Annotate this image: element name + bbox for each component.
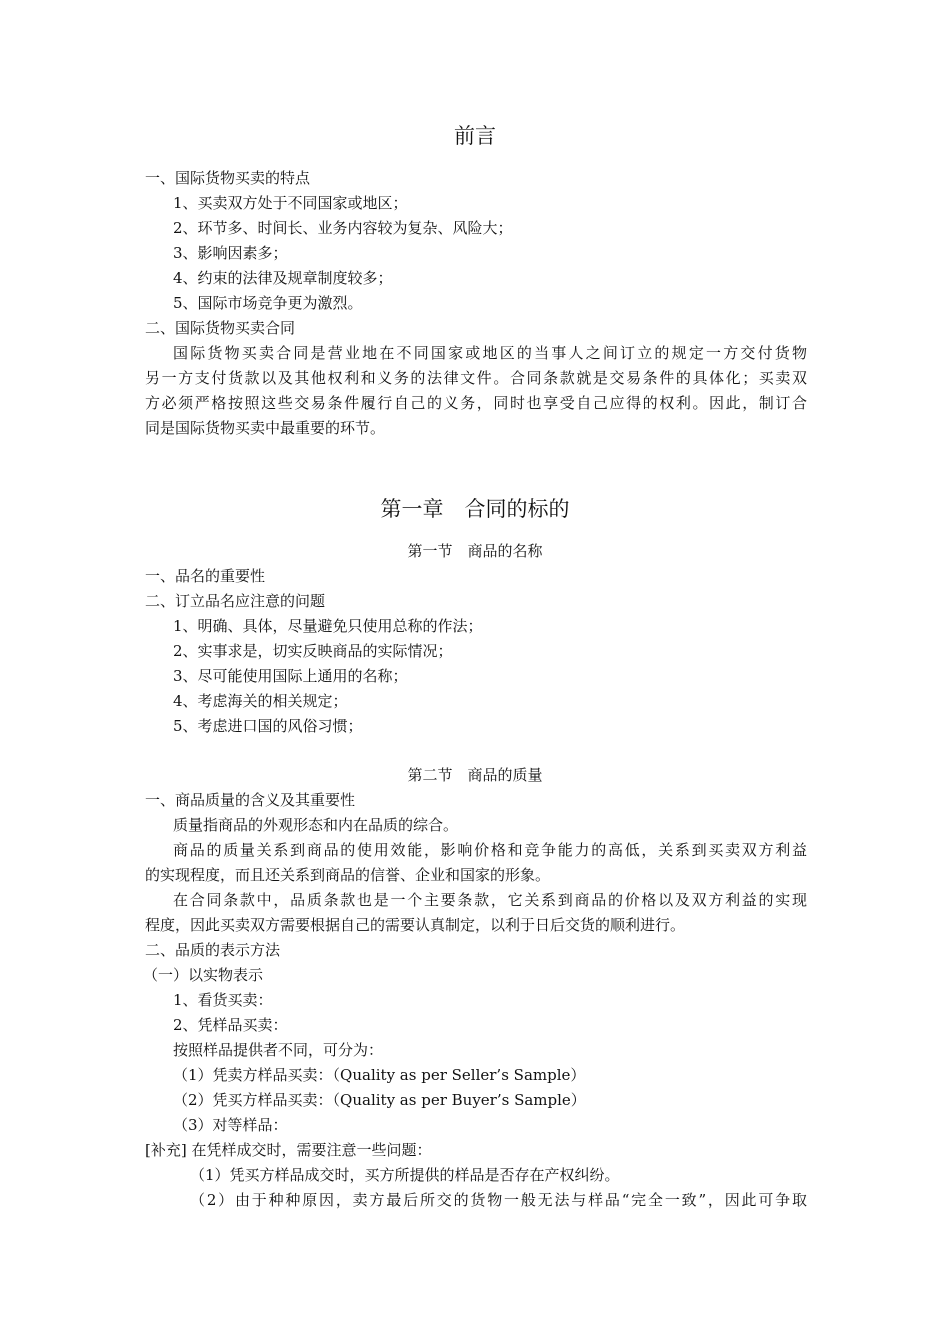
paragraph-line: 方必须严格按照这些交易条件履行自己的义务，同时也享受自己应得的权利。因此，制订合 <box>145 394 807 412</box>
list-item: 2、凭样品买卖： <box>173 1016 288 1034</box>
list-item: （3）对等样品： <box>173 1116 288 1134</box>
list-item: （1）凭买方样品成交时，买方所提供的样品是否存在产权纠纷。 <box>190 1166 620 1184</box>
note-heading: [补充] 在凭样成交时，需要注意一些问题： <box>145 1141 432 1159</box>
paragraph-line: 的实现程度，而且还关系到商品的信誉、企业和国家的形象。 <box>145 866 551 884</box>
list-item: 5、考虑进口国的风俗习惯； <box>173 717 363 735</box>
preface-title: 前言 <box>454 124 496 148</box>
list-item: 2、环节多、时间长、业务内容较为复杂、风险大； <box>173 219 513 237</box>
list-item: （2）由于种种原因，卖方最后所交的货物一般无法与样品“完全一致”，因此可争取 <box>190 1191 807 1209</box>
list-item: 1、明确、具体，尽量避免只使用总称的作法； <box>173 617 483 635</box>
list-item: 3、尽可能使用国际上通用的名称； <box>173 667 408 685</box>
list-item: 3、影响因素多； <box>173 244 288 262</box>
section-title: 第二节 商品的质量 <box>407 766 543 784</box>
paragraph-line: 国际货物买卖合同是营业地在不同国家或地区的当事人之间订立的规定一方交付货物 <box>173 344 807 362</box>
section-heading: 一、商品质量的含义及其重要性 <box>145 791 356 809</box>
section-heading: 二、订立品名应注意的问题 <box>145 592 326 610</box>
list-item: 1、看货买卖： <box>173 991 273 1009</box>
section-title: 第一节 商品的名称 <box>407 542 543 560</box>
list-item: 5、国际市场竞争更为激烈。 <box>173 294 363 312</box>
paragraph-line: 同是国际货物买卖中最重要的环节。 <box>145 419 386 437</box>
paragraph-line: 另一方支付货款以及其他权利和义务的法律文件。合同条款就是交易条件的具体化；买卖双 <box>145 369 807 387</box>
paragraph-line: 质量指商品的外观形态和内在品质的综合。 <box>173 816 459 834</box>
section-heading: 二、品质的表示方法 <box>145 941 281 959</box>
section-heading: 一、品名的重要性 <box>145 567 266 585</box>
paragraph-line: 商品的质量关系到商品的使用效能，影响价格和竞争能力的高低，关系到买卖双方利益 <box>173 841 807 859</box>
list-item: （2）凭买方样品买卖：（Quality as per Buyer’s Sample） <box>173 1091 586 1109</box>
list-item: 1、买卖双方处于不同国家或地区； <box>173 194 408 212</box>
list-item: （1）凭卖方样品买卖：（Quality as per Seller’s Sample） <box>173 1066 586 1084</box>
chapter-title: 第一章 合同的标的 <box>380 497 570 521</box>
paragraph-line: 程度，因此买卖双方需要根据自己的需要认真制定，以利于日后交货的顺利进行。 <box>145 916 686 934</box>
paragraph-line: 按照样品提供者不同，可分为： <box>173 1041 384 1059</box>
section-heading: 二、国际货物买卖合同 <box>145 319 296 337</box>
subsection-heading: （一）以实物表示 <box>143 966 264 984</box>
section-heading: 一、国际货物买卖的特点 <box>145 169 311 187</box>
list-item: 4、约束的法律及规章制度较多； <box>173 269 393 287</box>
paragraph-line: 在合同条款中，品质条款也是一个主要条款，它关系到商品的价格以及双方利益的实现 <box>173 891 807 909</box>
list-item: 2、实事求是，切实反映商品的实际情况； <box>173 642 453 660</box>
list-item: 4、考虑海关的相关规定； <box>173 692 348 710</box>
